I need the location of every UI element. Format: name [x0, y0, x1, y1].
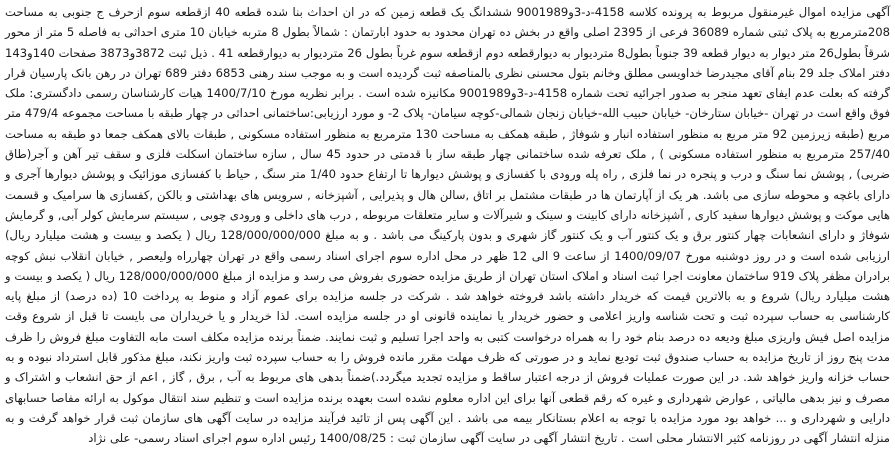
notice-text: آگهی مزایده اموال غیرمنقول مربوط به پرونده کلاسه 4158-د-3و9001989 ششدانگ یک قطعه زمین که در ان احداث بنا شده قطعه 40 ازقطعه سوم ازحرف ج جنوبی به مساحت 208مترمربع به پلاک ثبتی شماره 36089 فرعی از 2395 اصلی واقع در بخش ده تهران محدود به حدود ابارتمان : شمالاً بطول 8 متربه خیابان 10 متری احداثی به فاصله 5 متر از محور شرقاً بطول26 متر دیوار به دیوار قطعه 39 جنوباً بطول8 متردیوار به دیوارقطعه دوم ازقطعه سوم غرباً بطول 26 متردیوار به دیوارقطعه 41 . ذیل ثبت 3872و3873 صفحات 140و143 دفتر املاک جلد 29 بنام آقای مجیدرضا خداویسی مطلق وخانم بتول محسنی نظری بالمناصفه ثبت گردیده است و به موجب سند رهنی 6853 دفتر 689 تهران در رهن بانک پارسیان قرار گرفته که بعلت عدم ایفای تعهد منجر به صدور اجرائیه تحت شماره 4158-د-3و9001989 مکانیزه شده است . برابر نظریه مورخ 1400/7/10 هیات کارشناسان رسمی دادگستری: ملک فوق واقع است در تهران -خیابان ستارخان- خیابان حبیب الله-خیابان زنجان شمالی-کوچه سیامان- پلاک 2- و مورد ارزیابی:ساختمانی احداثی در چهار طبقه با مساحت مجموعه 479/4 متر مربع (طبقه زیرزمین 92 متر مربع به منظور استفاده انبار و شوفاژ , طبقه همکف به مساحت 130 مترمربع به منظور استفاده مسکونی , طبقات بالای همکف جمعا دو طبقه به مساحت 257/40 مترمربع به منظور استفاده مسکونی ) , ملک تعرفه شده ساختمانی چهار طبقه ساز با قدمتی در حدود 45 سال , سازه ساختمان اسکلت فلزی و سقف تیر آهن و آجر(طاق ضربی) , پوشش نما سنگ و درب و پنجره در نما فلزی , راه پله ورودی با کفسازی و پوشش دیوارها تا ارتفاع حدود 1/40 متر سنگ , حیاط با کفسازی موزائیک و پوشش دیوارها آجری و دارای باغچه و محوطه سازی می باشد. هر یک از آپارتمان ها در طبقات مشتمل بر اتاق ,سالن هال و پذیرایی , آشپزخانه , سرویس های بهداشتی و بالکن ,کفسازی ها سرامیک و قسمت هایی موکت و پوشش دیوارها سفید کاری , آشپزخانه دارای کابینت و سینک و شیرآلات و سایر متعلقات مربوطه , درب های داخلی و ورودی چوبی , سیستم سرمایش کولر آبی, و گرمایش شوفاژ و دارای انشعابات چهار کنتور برق و یک کنتور آب و یک کنتور گاز شهری و بدون پارکینگ می باشد . و به مبلغ 128/000/000/000 ریال ( یکصد و بیست و هشت میلیارد ریال) ارزیابی شده است و در روز دوشنبه مورخ 1400/09/07 از ساعت 9 الی 12 ظهر در محل اداره سوم اجرای اسناد رسمی واقع در تهران چهارراه ولیعصر , خیابان انقلاب نبش کوچه برادران مظفر پلاک 919 ساختمان معاونت اجرا ثبت اسناد و املاک استان تهران از طریق مزایده حضوری بفروش می رسد و مزایده از مبلغ 128/000/000/000 ریال ( یکصد و بیست و هشت میلیارد ریال) شروع و به بالاترین قیمت که خریدار داشته باشد فروخته خواهد شد . شرکت در جلسه مزایده برای عموم آزاد و منوط به پرداخت 10 (ده درصد) از مبلغ پایه کارشناسی به حساب سپرده ثبت و تحت شناسه واریز اعلامی و حضور خریدار یا نماینده قانونی او در جلسه مزایده است. لذا خریدار و یا خریداران می بایست تا قبل از شروع وقت مزایده اصل فیش واریزی مبلغ ودیعه ده درصد بنام خود را به همراه درخواست کتبی به واحد اجرا تسلیم و ثبت نمایند. ضمناً برنده مزایده مکلف است مابه التفاوت مبلغ فروش را ظرف مدت پنج روز از تاریخ مزایده به حساب صندوق ثبت تودیع نماید و در صورتی که ظرف مهلت مقرر مانده فروش را به حساب سپرده ثبت واریز نکند، مبلغ مذکور قابل استرداد نبوده و به حساب خزانه واریز خواهد شد. در این صورت عملیات فروش از درجه اعتبار ساقط و مزایده تجدید میگردد.)ضمناً بدهی های مربوط به آب , برق , گاز , اعم از حق انشعاب و اشتراک و مصرف و نیز بدهی مالیاتی , عوارض شهرداری و غیره که رقم قطعی آنها برای این اداره معلوم نشده است بعهده برنده مزایده است و تنظیم سند انتقال موکول به ارائه مفاصا حسابهای دارایی و شهرداری و ... خواهد بود مورد مزایده با توجه به اعلام بستانکار بیمه می باشد . این آگهی پس از تائید فرآیند مزایده در سایت آگهی های سازمان ثبت قرار خواهد گرفت و به منزله انتشار آگهی در روزنامه کثیر الانتشار محلی است . تاریخ انتشار آگهی در سایت آگهی سازمان ثبت : 1400/08/25 رئیس اداره سوم اجرای اسناد رسمی- علی نژاد	[5, 5, 891, 446]
